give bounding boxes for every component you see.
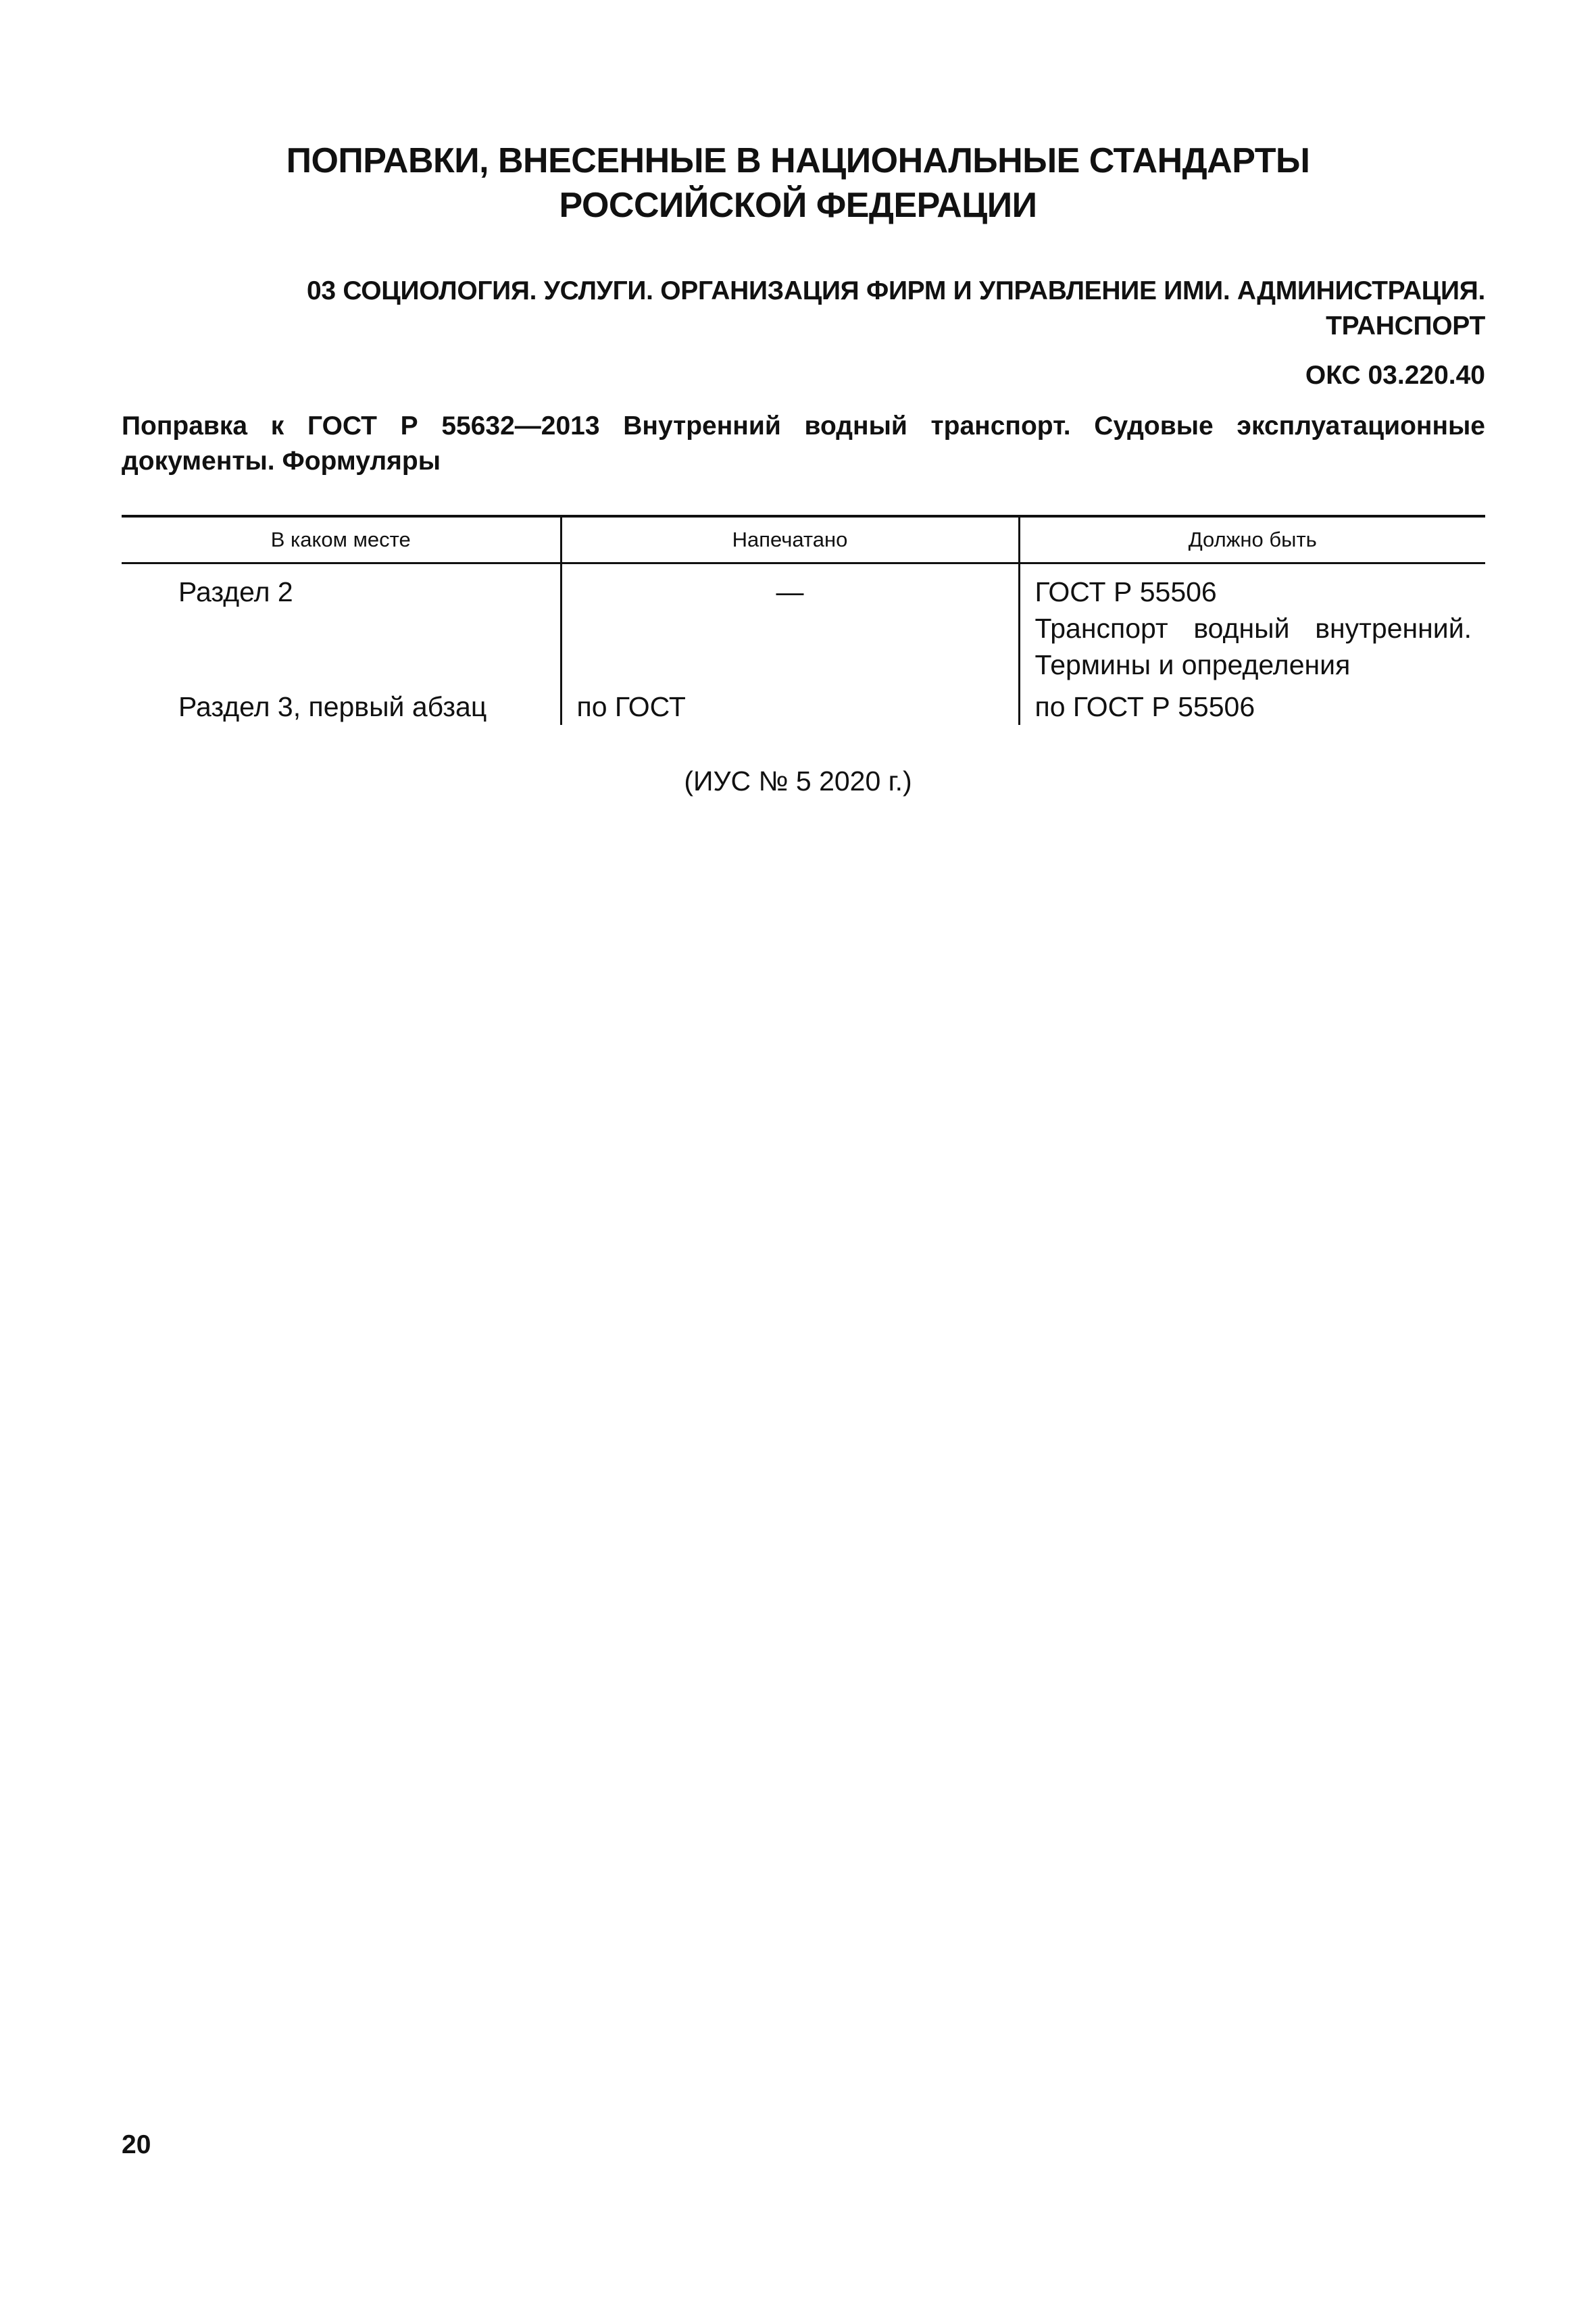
- section-heading-line-2: ТРАНСПОРТ: [1326, 311, 1485, 341]
- column-header-should-be: Должно быть: [1019, 516, 1485, 563]
- cell-should-be: по ГОСТ Р 55506: [1019, 688, 1485, 725]
- table-row: [122, 688, 1485, 725]
- table-header-row: [122, 516, 1485, 563]
- section-heading: [196, 274, 1485, 344]
- section-heading-line-1: 03 СОЦИОЛОГИЯ. УСЛУГИ. ОРГАНИЗАЦИЯ ФИРМ И УПРАВЛЕНИЕ ИМИ. АДМИНИСТРАЦИЯ.: [307, 276, 1485, 305]
- should-be-line-3: Термины и определения: [1034, 649, 1351, 680]
- oks-code: ОКС 03.220.40: [1305, 361, 1485, 390]
- amendment-table: [122, 515, 1485, 725]
- page-title: [0, 139, 1596, 228]
- cell-printed: по ГОСТ: [561, 688, 1019, 725]
- source-note: (ИУС № 5 2020 г.): [684, 765, 912, 797]
- column-header-printed: Напечатано: [561, 516, 1019, 563]
- should-be-line-1: ГОСТ Р 55506: [1034, 576, 1217, 607]
- corrections-table: [122, 515, 1485, 725]
- cell-place: Раздел 2: [178, 576, 293, 607]
- cell-place: Раздел 3, первый абзац: [178, 691, 487, 722]
- cell-should-be: [1019, 563, 1485, 689]
- table-row: [122, 563, 1485, 689]
- cell-printed: —: [561, 563, 1019, 689]
- column-header-place: В каком месте: [122, 516, 561, 563]
- title-line-1: ПОПРАВКИ, ВНЕСЕННЫЕ В НАЦИОНАЛЬНЫЕ СТАНДАРТЫ: [286, 141, 1310, 180]
- title-line-2: РОССИЙСКОЙ ФЕДЕРАЦИИ: [559, 186, 1037, 225]
- page-number: 20: [122, 2130, 151, 2159]
- should-be-line-2: Транспорт водный внутренний.: [1034, 613, 1472, 644]
- amendment-title: Поправка к ГОСТ Р 55632—2013 Внутренний водный транспорт. Судовые эксплуатационные документы. Формуляры: [122, 411, 1485, 476]
